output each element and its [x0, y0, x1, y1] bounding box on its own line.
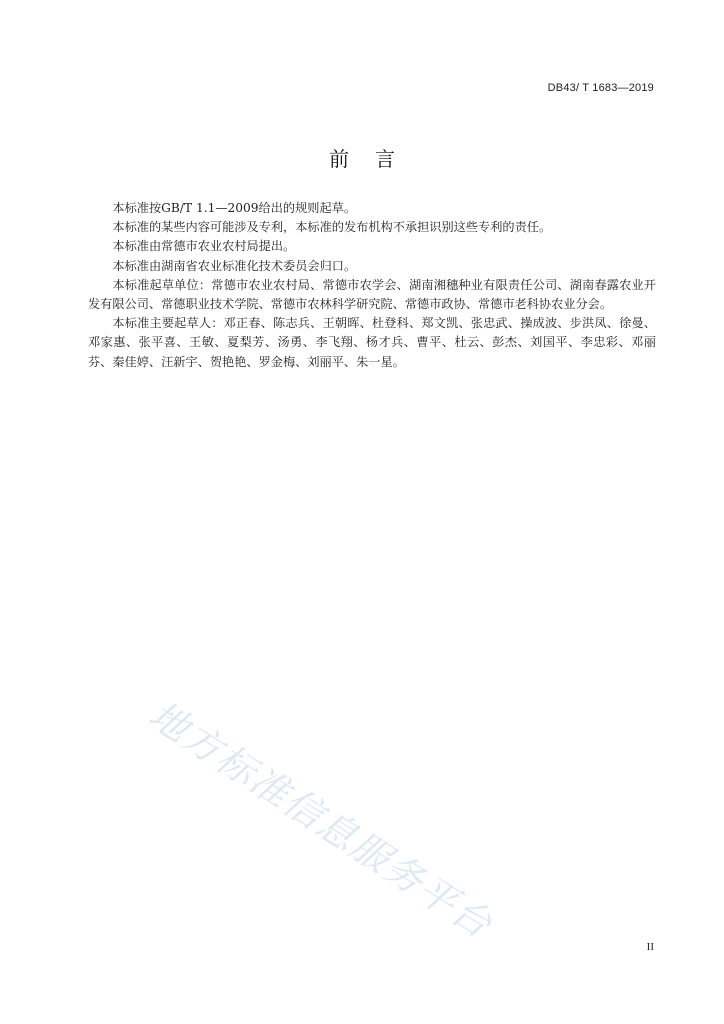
paragraph: 本标准主要起草人：邓正春、陈志兵、王朝晖、杜登科、郑文凯、张忠武、操成波、步洪凤、徐曼、邓家惠、张平喜、王敏、夏梨芳、汤勇、李飞翔、杨才兵、曹平、杜云、彭杰、刘国平、李忠彩、邓丽芬、秦佳婷、汪新宇、贺艳艳、罗金梅、刘丽平、朱一星。 [88, 316, 656, 369]
paragraph: 本标准起草单位：常德市农业农村局、常德市农学会、湖南湘穗种业有限责任公司、湖南春露农业开发有限公司、常德职业技术学院、常德市农林科学研究院、常德市政协、常德市老科协农业分会。 [88, 277, 656, 312]
page-number: II [646, 941, 654, 953]
foreword-body [88, 199, 656, 372]
watermark: 地方标准信息服务平台 [141, 692, 501, 948]
paragraph: 本标准按GB/T 1.1—2009给出的规则起草。 [112, 201, 357, 215]
section-title: 前言 [329, 147, 421, 171]
paragraph: 本标准的某些内容可能涉及专利，本标准的发布机构不承担识别这些专利的责任。 [112, 220, 552, 235]
paragraph: 本标准由常德市农业农村局提出。 [112, 239, 296, 254]
standard-code: DB43/ T 1683—2019 [547, 82, 654, 94]
paragraph: 本标准由湖南省农业标准化技术委员会归口。 [112, 258, 357, 273]
